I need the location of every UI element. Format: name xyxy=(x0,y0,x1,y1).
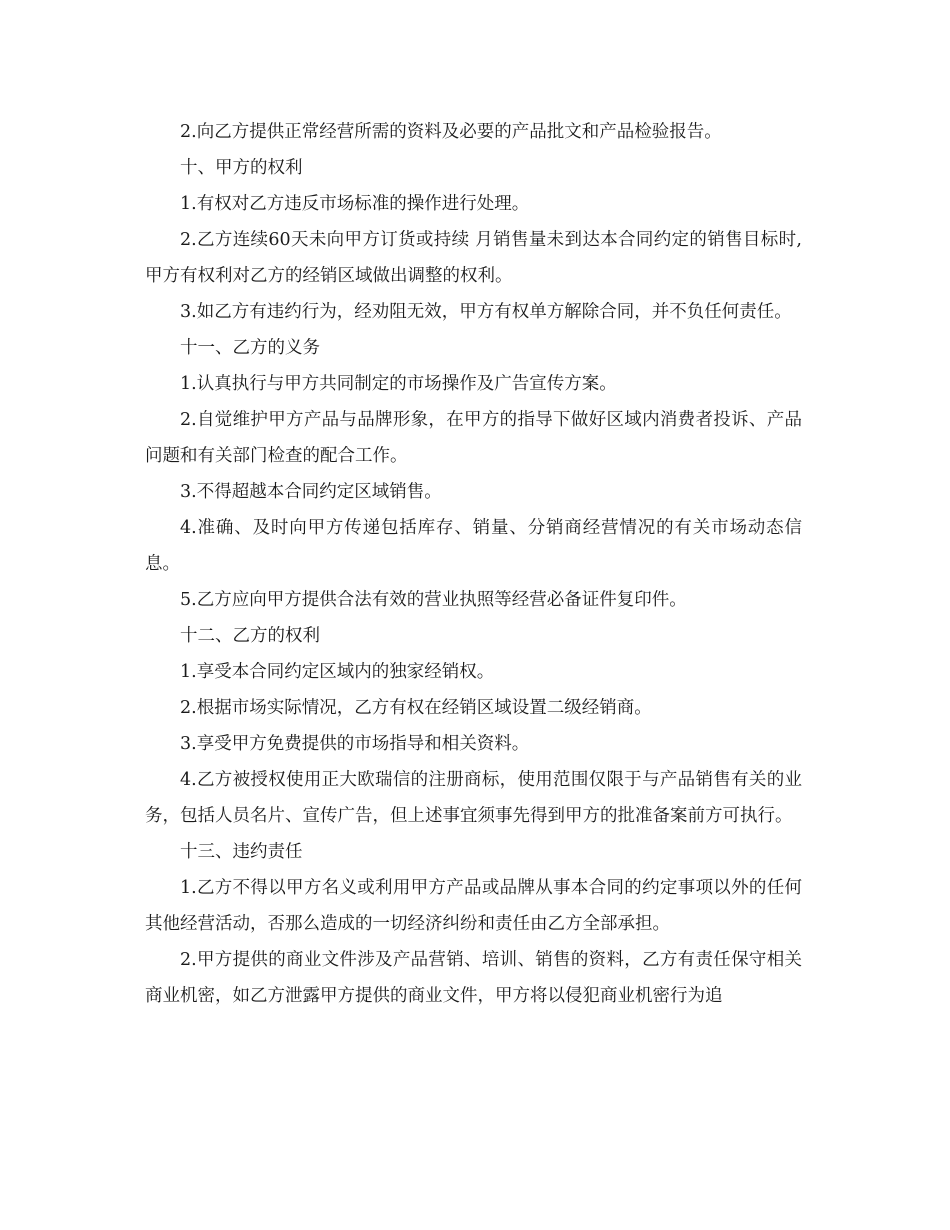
section-heading-party-b-rights: 十二、乙方的权利 xyxy=(180,626,320,646)
paragraph-b-obligations-4: 4.准确、及时向甲方传递包括库存、销量、分销商经营情况的有关市场动态信息。 xyxy=(145,518,802,574)
paragraph-a-rights-3: 3.如乙方有违约行为，经劝阻无效，甲方有权单方解除合同，并不负任何责任。 xyxy=(180,302,792,322)
paragraph-b-obligations-3: 3.不得超越本合同约定区域销售。 xyxy=(180,482,442,502)
paragraph-a-rights-2: 2.乙方连续60天未向甲方订货或持续 月销售量未到达本合同约定的销售目标时,甲方有权利对乙方的经销区域做出调整的权利。 xyxy=(145,230,802,286)
paragraph-b-obligations-2: 2.自觉维护甲方产品与品牌形象，在甲方的指导下做好区域内消费者投诉、产品问题和有关部门检查的配合工作。 xyxy=(145,410,802,466)
section-heading-party-b-obligations: 十一、乙方的义务 xyxy=(180,338,320,358)
paragraph-obligation-2: 2.向乙方提供正常经营所需的资料及必要的产品批文和产品检验报告。 xyxy=(180,122,722,142)
paragraph-a-rights-1: 1.有权对乙方违反市场标准的操作进行处理。 xyxy=(180,194,530,214)
paragraph-b-obligations-5: 5.乙方应向甲方提供合法有效的营业执照等经营必备证件复印件。 xyxy=(180,590,687,610)
paragraph-b-obligations-1: 1.认真执行与甲方共同制定的市场操作及广告宣传方案。 xyxy=(180,374,617,394)
paragraph-liability-1: 1.乙方不得以甲方名义或利用甲方产品或品牌从事本合同的约定事项以外的任何其他经营活动，否那么造成的一切经济纠纷和责任由乙方全部承担。 xyxy=(145,878,802,934)
paragraph-b-rights-4: 4.乙方被授权使用正大欧瑞信的注册商标，使用范围仅限于与产品销售有关的业务，包括人员名片、宣传广告，但上述事宜须事先得到甲方的批准备案前方可执行。 xyxy=(145,770,802,826)
document-body xyxy=(145,114,802,1014)
paragraph-b-rights-1: 1.享受本合同约定区域内的独家经销权。 xyxy=(180,662,495,682)
section-heading-liability: 十三、违约责任 xyxy=(180,842,303,862)
paragraph-b-rights-3: 3.享受甲方免费提供的市场指导和相关资料。 xyxy=(180,734,530,754)
paragraph-b-rights-2: 2.根据市场实际情况，乙方有权在经销区域设置二级经销商。 xyxy=(180,698,652,718)
section-heading-party-a-rights: 十、甲方的权利 xyxy=(180,158,303,178)
paragraph-liability-2: 2.甲方提供的商业文件涉及产品营销、培训、销售的资料，乙方有责任保守相关商业机密，如乙方泄露甲方提供的商业文件，甲方将以侵犯商业机密行为追 xyxy=(145,950,802,1006)
